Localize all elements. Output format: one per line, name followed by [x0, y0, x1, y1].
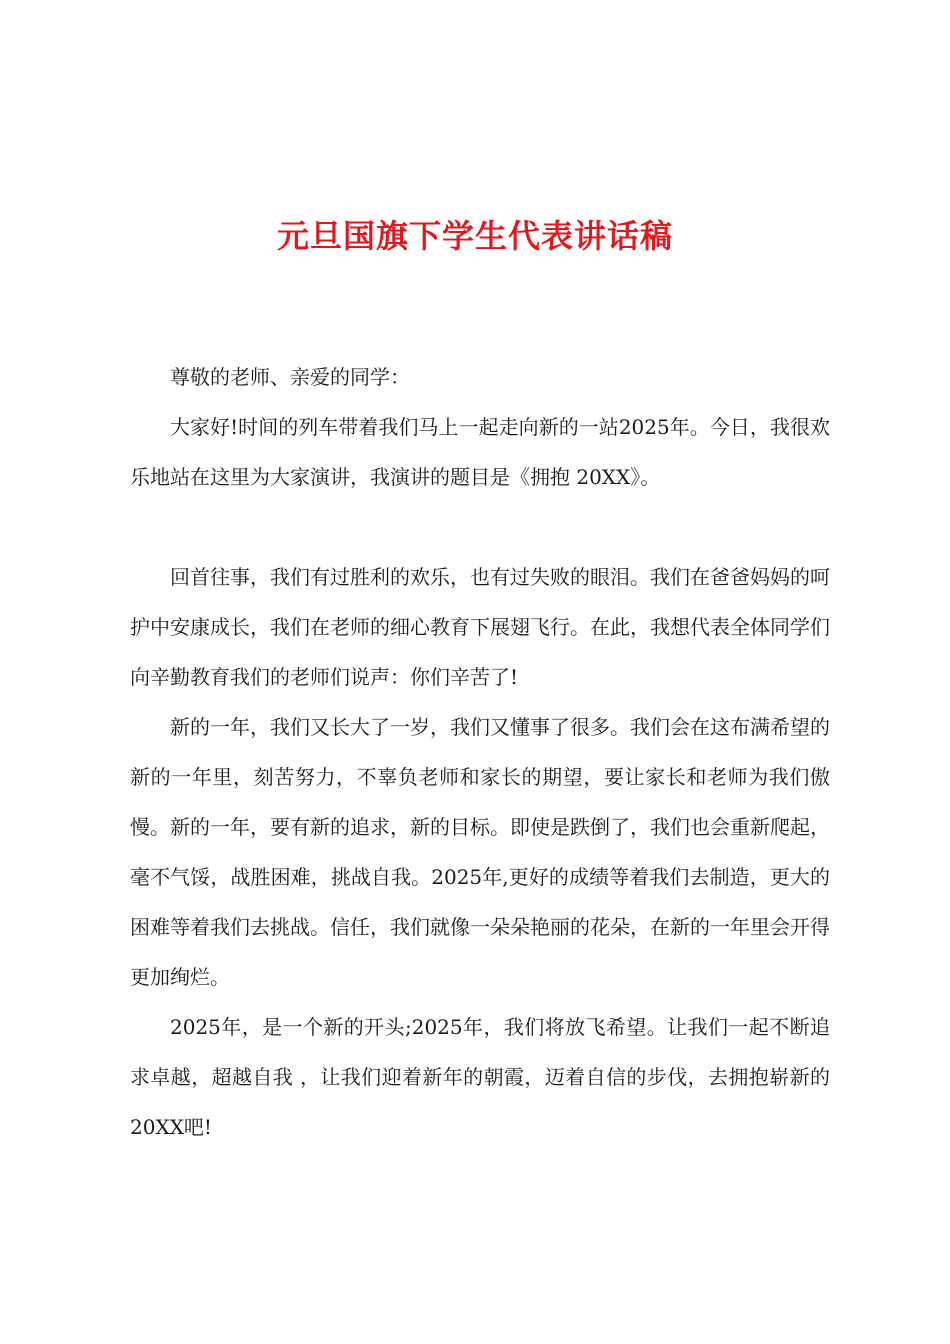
document-title: 元旦国旗下学生代表讲话稿 — [276, 217, 673, 255]
paragraph-review: 回首往事，我们有过胜利的欢乐，也有过失败的眼泪。我们在爸爸妈妈的呵护中安康成长，我们在老师的细心教育下展翅飞行。在此，我想代表全体同学们向辛勤教育我们的老师们说声：你们辛苦了! — [130, 565, 830, 689]
document-body — [130, 352, 830, 1152]
paragraph-opening: 大家好!时间的列车带着我们马上一起走向新的一站2025年。今日，我很欢乐地站在这里为大家演讲，我演讲的题目是《拥抱 20XX》。 — [130, 415, 830, 489]
paragraph-new-year: 新的一年，我们又长大了一岁，我们又懂事了很多。我们会在这布满希望的新的一年里，刻苦努力，不辜负老师和家长的期望，要让家长和老师为我们傲慢。新的一年，要有新的追求，新的目标。即使是跌倒了，我们也会重新爬起，毫不气馁，战胜困难，挑战自我。2025年,更好的成绩等着我们去制造，更大的困难等着我们去挑战。信任，我们就像一朵朵艳丽的花朵，在新的一年里会开得更加绚烂。 — [130, 715, 830, 989]
greeting-line: 尊敬的老师、亲爱的同学： — [170, 365, 410, 389]
paragraph-closing: 2025年，是一个新的开头;2025年，我们将放飞希望。让我们一起不断追求卓越，超越自我 ，让我们迎着新年的朝霞，迈着自信的步伐，去拥抱崭新的20XX吧! — [130, 1015, 830, 1139]
